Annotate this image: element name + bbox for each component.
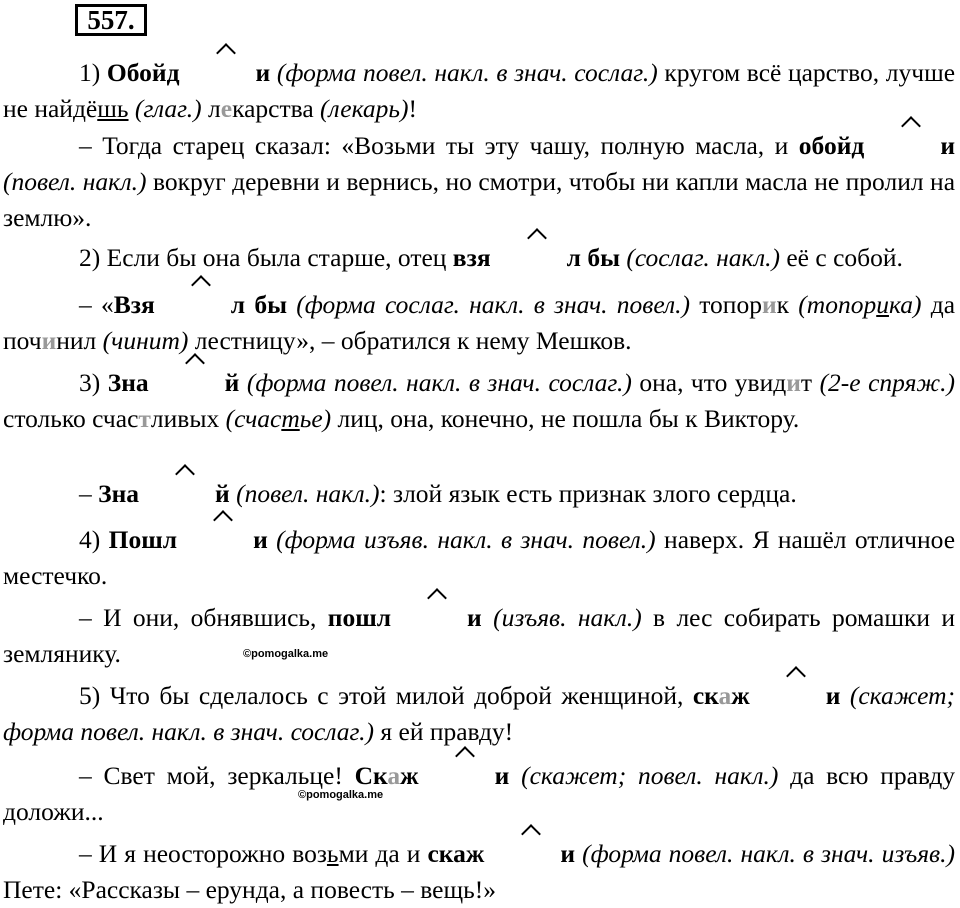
bold-word: Зна й [108,368,240,397]
sentence-text: да всю правду доложи... [3,761,956,826]
grammar-note: (форма повел. накл. в знач. сослаг.) [246,368,632,397]
grammar-note: (скажет; форма повел. накл. в знач. сослаг.) [3,681,955,746]
bold-word: Зна й [98,479,230,508]
bold-word: Скаж и [355,761,510,790]
sentence-text: топорик [699,290,790,319]
bold-word: взя л бы [453,243,620,272]
sentence-text: – И я неосторожно возьми да и [79,839,421,868]
bold-word: Взя л бы [114,290,287,319]
bold-word: скаж и [693,681,841,710]
bold-word: обойд и [799,131,955,160]
grammar-note: (скажет; повел. накл.) [521,761,779,790]
grammar-note: (топорика) [798,290,922,319]
grammar-note: (лекарь) [320,94,409,123]
bold-word: пошл и [328,603,482,632]
watermark: ©pomogalka.me [298,789,384,801]
grammar-note: (форма сослаг. накл. в знач. повел.) [296,290,691,319]
sentence-text: – Тогда старец сказал: «Возьми ты эту чашу, полную масла, и [79,131,789,160]
exercise-number: 557. [75,4,147,36]
sentence-text: я ей правду! [380,717,514,746]
paragraph-11 [3,836,955,908]
item-number: 4) [79,525,101,554]
bold-word: Пошл и [109,525,268,554]
sentence-text: лиц, она, конечно, не пошла бы к Виктору. [337,404,800,433]
grammar-note: (2-е спряж.) [819,368,956,397]
sentence-text: столько счастливых [3,404,220,433]
grammar-note: (повел. накл.) [3,167,147,196]
sentence-text: Что бы сделалось с этой милой доброй женщиной, [109,681,684,710]
sentence-text: наверх. Я нашёл отличное местечко. [3,525,956,590]
grammar-note: (форма повел. накл. в знач. сослаг.) [276,58,658,87]
paragraph-8 [3,600,955,672]
paragraph-3 [3,240,955,276]
paragraph-6: – Зна й (повел. накл.): злой язык есть признак злого сердца. [3,476,955,512]
bold-word: скаж и [427,839,575,868]
sentence-text: лекарства [208,94,314,123]
grammar-note: (чинит) [102,326,189,355]
paragraph-2 [3,128,955,236]
sentence-text: вокруг деревни и вернись, но смотри, чтобы ни капли масла не пролил на землю». [3,167,956,232]
sentence-text: : злой язык есть признак злого сердца. [379,479,797,508]
watermark: ©pomogalka.me [243,648,329,660]
paragraph-4: – «Взя л бы (форма сослаг. накл. в знач. повел.) топорик (топорика) да починил (чинит) лестницу», – обратился к нему Мешков. [3,287,955,359]
grammar-note: (форма повел. накл. в знач. изъяв.) [582,839,955,868]
bold-word: Обойд и [107,58,270,87]
paragraph-5 [3,365,955,437]
paragraph-7 [3,522,955,594]
sentence-text: её с собой. [786,243,903,272]
sentence-text: она, что увидит [639,368,813,397]
sentence-text: Пете: «Рассказы – ерунда, а повесть – вещь!» [3,875,496,904]
item-number: 1) [79,58,101,87]
sentence-text: – И они, обнявшись, [79,603,317,632]
paragraph-9 [3,678,955,750]
sentence-text: – Свет мой, зеркальце! [79,761,343,790]
item-number: 3) [79,368,101,397]
sentence-text: лестницу», – обратился к нему Мешков. [194,326,632,355]
grammar-note: (счастье) [225,404,332,433]
item-number: 5) [79,681,101,710]
sentence-text: в лес собирать ромашки и землянику. [3,603,955,668]
paragraph-1: 1) Обойд и (форма повел. накл. в знач. сослаг.) кругом всё царство, лучше не найдёшь (глаг.) лекарства (лекарь)! [3,55,955,127]
sentence-text: кругом всё царство, лучше не найдёшь [3,58,956,123]
paragraph-10 [3,758,955,830]
grammar-note: (глаг.) [134,94,202,123]
grammar-note: (изъяв. накл.) [493,603,642,632]
grammar-note: (форма изъяв. накл. в знач. повел.) [276,525,656,554]
grammar-note: (повел. накл.) [236,479,380,508]
grammar-note: (сослаг. накл.) [626,243,780,272]
sentence-text: 2) Если бы она была старше, отец [79,243,447,272]
sentence-text: да починил [3,290,956,355]
